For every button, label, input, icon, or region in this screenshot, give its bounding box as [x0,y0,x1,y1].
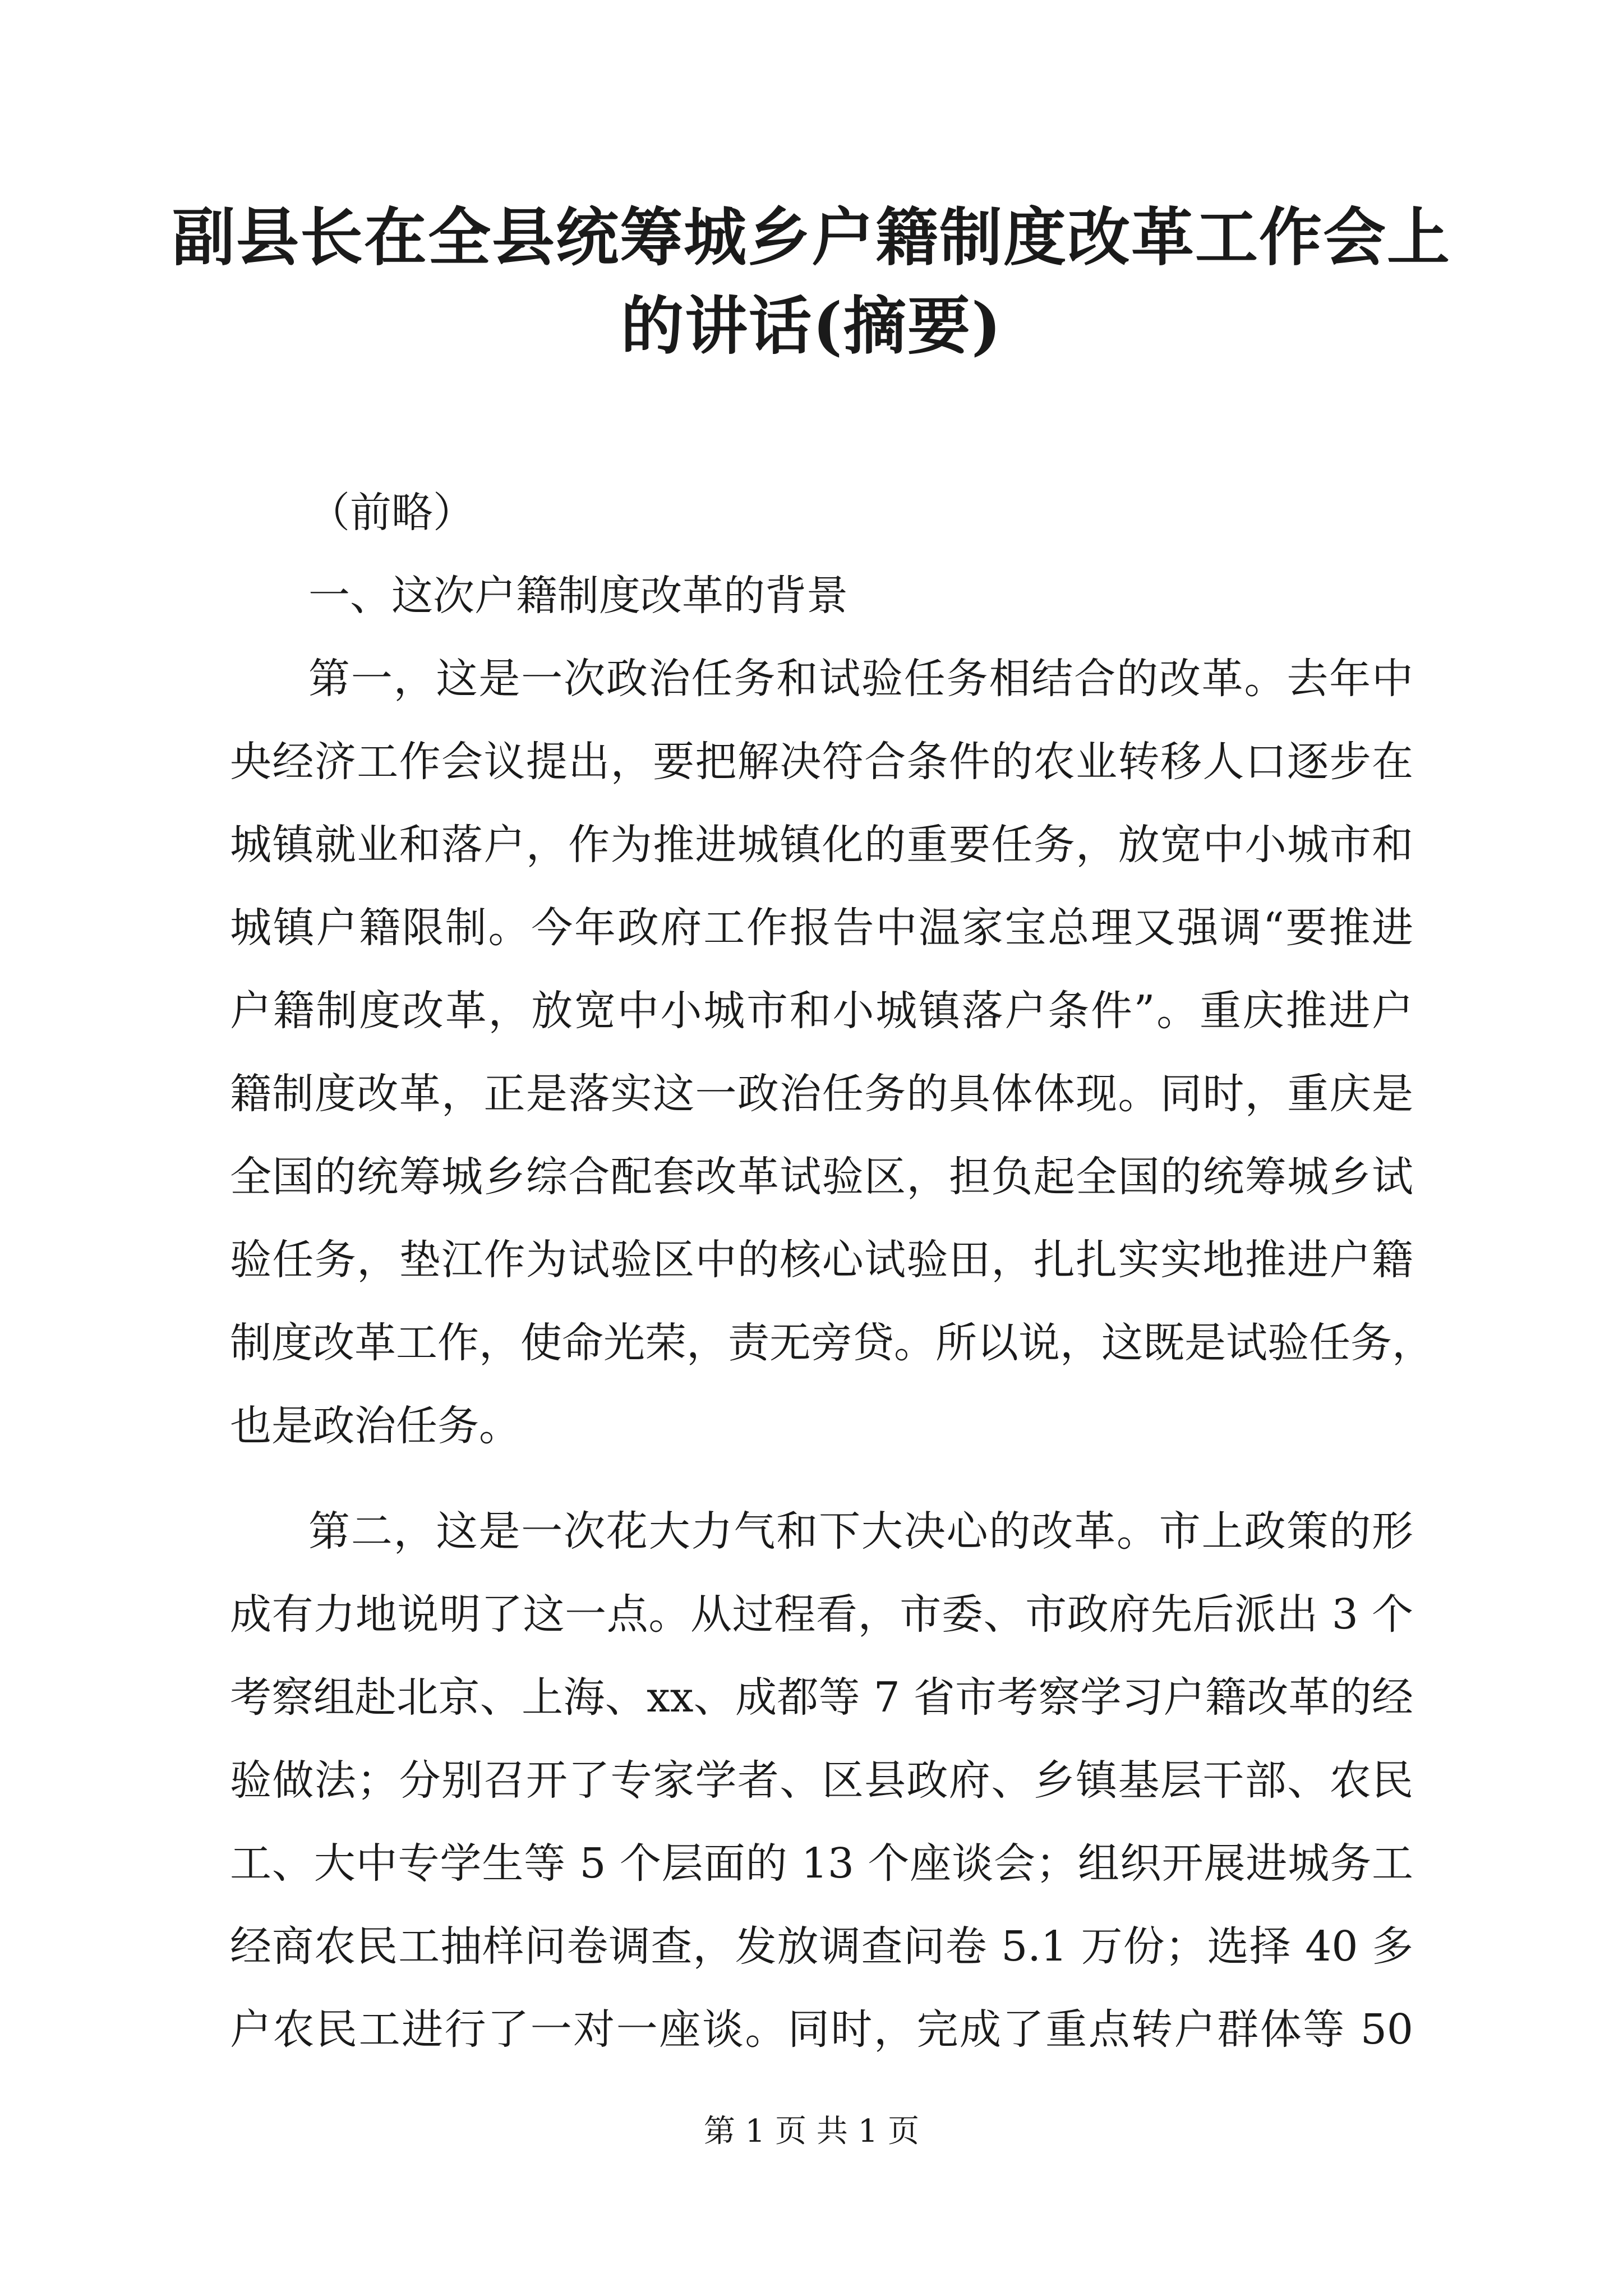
text-line: 考察组赴北京、上海、xx、成都等 7 省市考察学习户籍改革的经 [230,1673,1413,1722]
text-line: 籍制度改革，正是落实这一政治任务的具体体现。同时，重庆是 [230,1070,1413,1118]
text-line: 第二，这是一次花大力气和下大决心的改革。市上政策的形 [308,1507,1413,1556]
document-title [0,194,1623,371]
text-line: 也是政治任务。 [230,1402,520,1450]
title-line-2: 的讲话(摘要) [621,289,1002,363]
text-line: 经商农民工抽样问卷调查，发放调查问卷 5.1 万份；选择 40 多 [230,1922,1413,1971]
text-line: 城镇就业和落户，作为推进城镇化的重要任务，放宽中小城市和 [230,821,1413,869]
text-line: 制度改革工作，使命光荣，责无旁贷。所以说，这既是试验任务， [230,1319,1433,1367]
text-line: 验做法；分别召开了专家学者、区县政府、乡镇基层干部、农民 [230,1756,1413,1805]
title-line-1: 副县长在全县统筹城乡户籍制度改革工作会上 [172,201,1451,274]
text-line: 验任务，垫江作为试验区中的核心试验田，扎扎实实地推进户籍 [230,1236,1413,1284]
text-line: 全国的统筹城乡综合配套改革试验区，担负起全国的统筹城乡试 [230,1153,1413,1201]
text-line: 城镇户籍限制。今年政府工作报告中温家宝总理又强调“要推进 [230,904,1413,952]
text-line: （前略） [308,489,474,537]
section-heading: 一、这次户籍制度改革的背景 [308,572,848,620]
document-body [230,471,1433,2071]
page-footer: 第 1 页 共 1 页 [703,2113,920,2150]
text-line: 成有力地说明了这一点。从过程看，市委、市政府先后派出 3 个 [230,1590,1413,1639]
text-line: 央经济工作会议提出，要把解决符合条件的农业转移人口逐步在 [230,738,1413,786]
text-line: 户农民工进行了一对一座谈。同时，完成了重点转户群体等 50 [230,2005,1413,2054]
text-line: 户籍制度改革，放宽中小城市和小城镇落户条件”。重庆推进户 [230,987,1413,1035]
text-line: 第一，这是一次政治任务和试验任务相结合的改革。去年中 [308,655,1413,703]
text-line: 工、大中专学生等 5 个层面的 13 个座谈会；组织开展进城务工 [230,1839,1413,1888]
